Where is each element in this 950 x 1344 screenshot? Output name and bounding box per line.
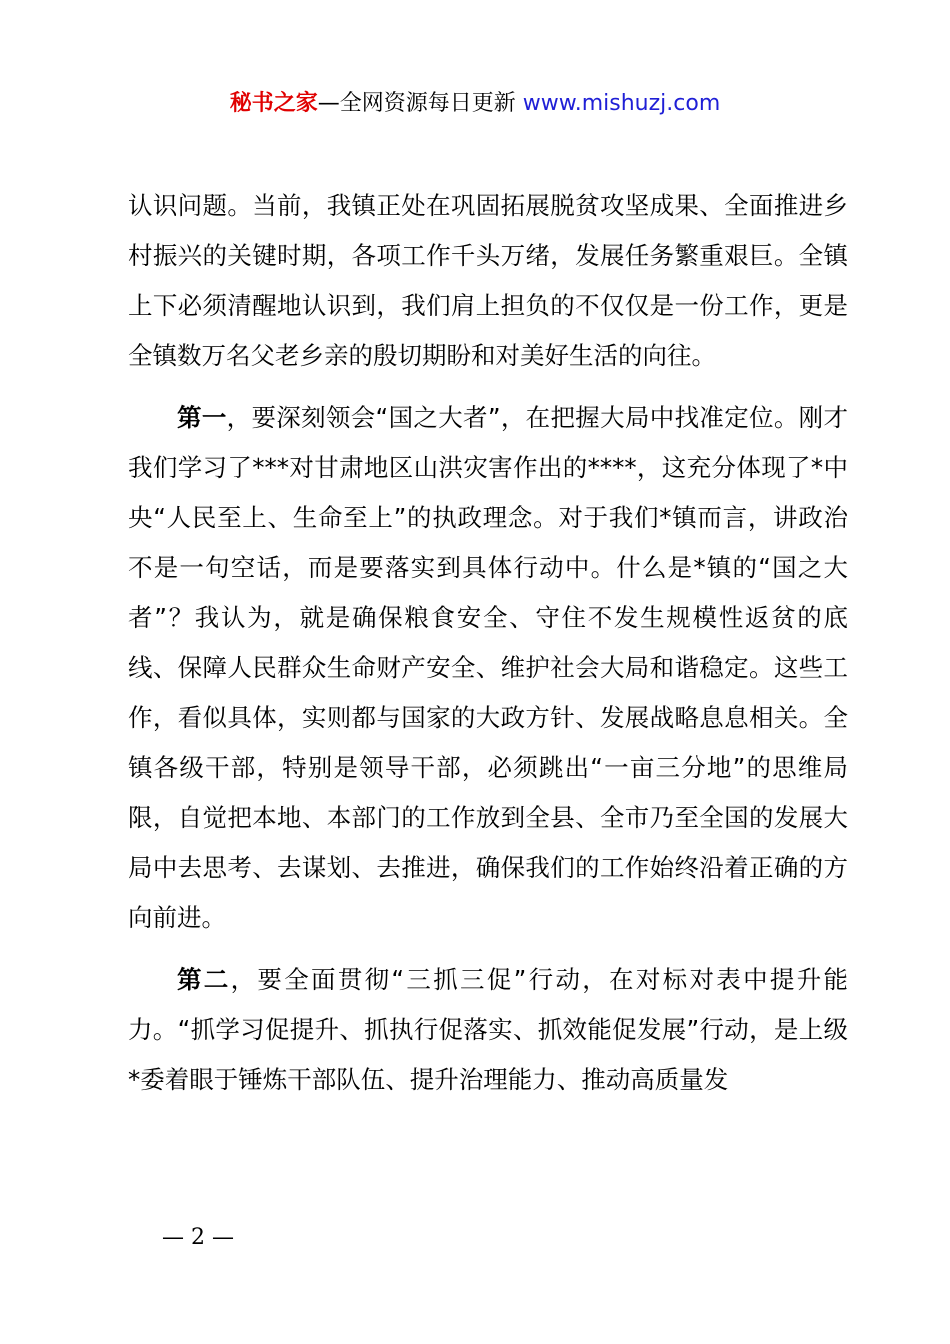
brand-name: 秘书之家 [229,91,318,116]
paragraph-second-text: ，要全面贯彻“三抓三促”行动，在对标对表中提升能力。“抓学习促提升、抓执行促落实、抓效能促发展”行动，是上级*委着眼于锤炼干部队伍、提升治理能力、推动高质量发 [128,965,848,1094]
header-tagline: —全网资源每日更新 [317,91,516,116]
paragraph-lead-first: 第一 [177,403,227,432]
paragraph-first-text: ，要深刻领会“国之大者”，在把握大局中找准定位。刚才我们学习了***对甘肃地区山洪灾害作出的****，这充分体现了*中央“人民至上、生命至上”的执政理念。对于我们*镇而言，讲政治不是一句空话，而是要落实到具体行动中。什么是*镇的“国之大者”？我认为，就是确保粮食安全、守住不发生规模性返贫的底线、保障人民群众生命财产安全、维护社会大局和谐稳定。这些工作，看似具体，实则都与国家的大政方针、发展战略息息相关。全镇各级干部，特别是领导干部，必须跳出“一亩三分地”的思维局限，自觉把本地、本部门的工作放到全县、全市乃至全国的发展大局中去思考、去谋划、去推进，确保我们的工作始终沿着正确的方向前进。 [128,403,848,932]
paragraph-second-point [128,955,848,1105]
paragraph-gap [128,943,848,955]
page-number: — 2 — [162,1225,234,1250]
site-watermark-header [0,88,950,120]
paragraph-first-point [128,393,848,943]
paragraph-gap [128,381,848,393]
paragraph-lead-second: 第二 [177,965,231,994]
paragraph-continuation: 认识问题。当前，我镇正处在巩固拓展脱贫攻坚成果、全面推进乡村振兴的关键时期，各项工作千头万绪，发展任务繁重艰巨。全镇上下必须清醒地认识到，我们肩上担负的不仅仅是一份工作，更是全镇数万名父老乡亲的殷切期盼和对美好生活的向往。 [128,191,848,370]
header-url: www.mishuzj.com [522,91,721,116]
document-body [128,181,848,1105]
